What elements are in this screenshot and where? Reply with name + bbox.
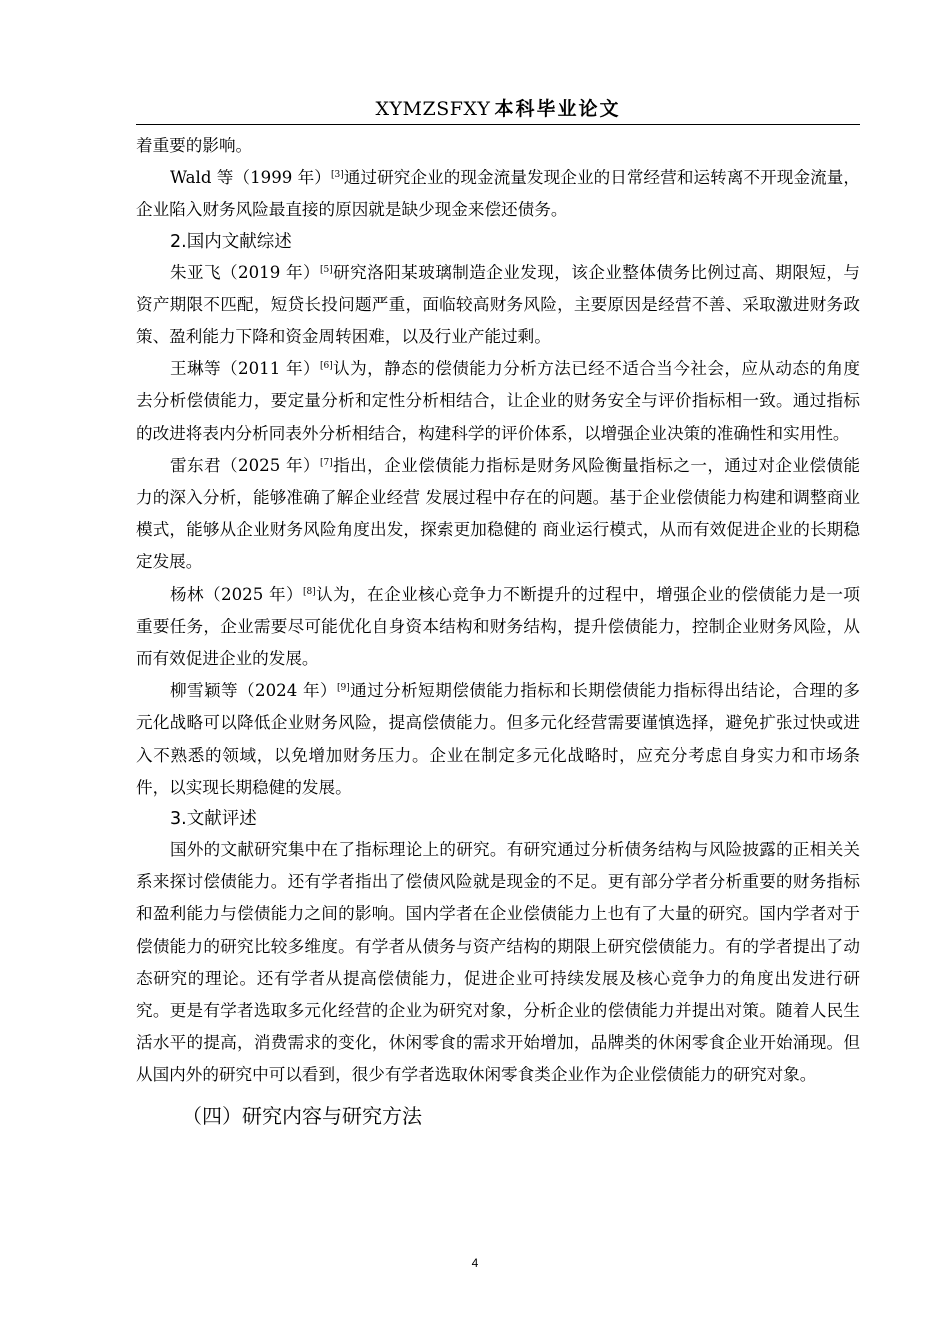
reference-marker: [6]	[319, 361, 333, 372]
paragraph-body: 通过分析短期偿债能力指标和长期偿债能力指标得出结论，合理的多元化战略可以降低企业财务风险，提高偿债能力。但多元化经营需要谨慎选择，避免扩张过快或进入不熟悉的领域，以免增加财务压力。企业在制定多元化战略时，应充分考虑自身实力和市场条件，以实现长期稳健的发展。	[136, 681, 860, 797]
body-text	[136, 130, 860, 1134]
header-thesis-label: 本科毕业论文	[494, 98, 621, 120]
paragraph-body: 指出，企业偿债能力指标是财务风险衡量指标之一，通过对企业偿债能力的深入分析，能够准确了解企业经营 发展过程中存在的问题。基于企业偿债能力构建和调整商业模式，能够从企业财务风险角度出发，探索更加稳健的 商业运行模式，从而有效促进企业的长期稳定发展。	[136, 455, 861, 572]
paragraph-wang-lin	[136, 353, 860, 450]
paragraph-body: 通过研究企业的现金流量发现企业的日常经营和运转离不开现金流量，企业陷入财务风险最直接的原因就是缺少现金来偿还债务。	[136, 168, 861, 220]
paragraph-wald	[136, 162, 860, 226]
header-school-code: XYMZSFXY	[375, 98, 491, 120]
reference-marker: [8]	[302, 586, 316, 597]
header-rule	[136, 124, 860, 125]
citation-author: 柳雪颖等（2024 年）	[170, 681, 337, 701]
paragraph-body: 认为，在企业核心竞争力不断提升的过程中，增强企业的偿债能力是一项 重要任务，企业需要尽可能优化自身资本结构和财务结构，提升偿债能力，控制企业财务风险，从而有效促进企业的发展。	[136, 584, 860, 669]
paragraph-yang-lin	[136, 579, 860, 676]
reference-marker: [5]	[319, 264, 333, 275]
reference-marker: [3]	[330, 170, 344, 181]
subheading-literature-review: 3.文献评述	[170, 809, 257, 830]
paragraph-liu-xueying	[136, 675, 860, 804]
citation-author: Wald 等（1999 年）	[170, 168, 331, 188]
paragraph-lei-dongjun	[136, 450, 860, 579]
citation-author: 雷东君（2025 年）	[170, 455, 320, 475]
paragraph-zhu-yafei	[136, 257, 860, 354]
paragraph-review-summary: 国外的文献研究集中在了指标理论上的研究。有研究通过分析债务结构与风险披露的正相关关系来探讨偿债能力。还有学者指出了偿债风险就是现金的不足。更有部分学者分析重要的财务指标和盈利能力与偿债能力之间的影响。国内学者在企业偿债能力上也有了大量的研究。国内学者对于偿债能力的研究比较多维度。有学者从债务与资产结构的期限上研究偿债能力。有的学者提出了动态研究的理论。还有学者从提高偿债能力，促进企业可持续发展及核心竞争力的角度出发进行研究。更是有学者选取多元化经营的企业为研究对象，分析企业的偿债能力并提出对策。随着人民生活水平的提高，消费需求的变化，休闲零食的需求开始增加，品牌类的休闲零食企业开始涌现。但从国内外的研究中可以看到，很少有学者选取休闲零食类企业作为企业偿债能力的研究对象。	[136, 840, 860, 1085]
paragraph-continuation: 着重要的影响。	[136, 136, 253, 155]
page-number: 4	[471, 1256, 479, 1270]
subheading-domestic-review: 2.国内文献综述	[170, 231, 292, 252]
paragraph-body: 研究洛阳某玻璃制造企业发现，该企业整体债务比例过高、期限短，与资产期限不匹配，短贷长投问题严重，面临较高财务风险，主要原因是经营不善、采取激进财务政策、盈利能力下降和资金周转困难，以及行业产能过剩。	[136, 262, 861, 347]
citation-author: 朱亚飞（2019 年）	[170, 262, 320, 282]
section-heading-research-content: （四）研究内容与研究方法	[182, 1103, 422, 1128]
citation-author: 杨林（2025 年）	[170, 584, 303, 604]
citation-author: 王琳等（2011 年）	[170, 359, 320, 379]
reference-marker: [9]	[336, 683, 350, 694]
paragraph-body: 认为，静态的偿债能力分析方法已经不适合当今社会，应从动态的角度去分析偿债能力，要定量分析和定性分析相结合，让企业的财务安全与评价指标相一致。通过指标的改进将表内分析同表外分析相结合，构建科学的评价体系，以增强企业决策的准确性和实用性。	[136, 359, 861, 443]
running-header	[136, 95, 860, 123]
reference-marker: [7]	[319, 457, 333, 468]
